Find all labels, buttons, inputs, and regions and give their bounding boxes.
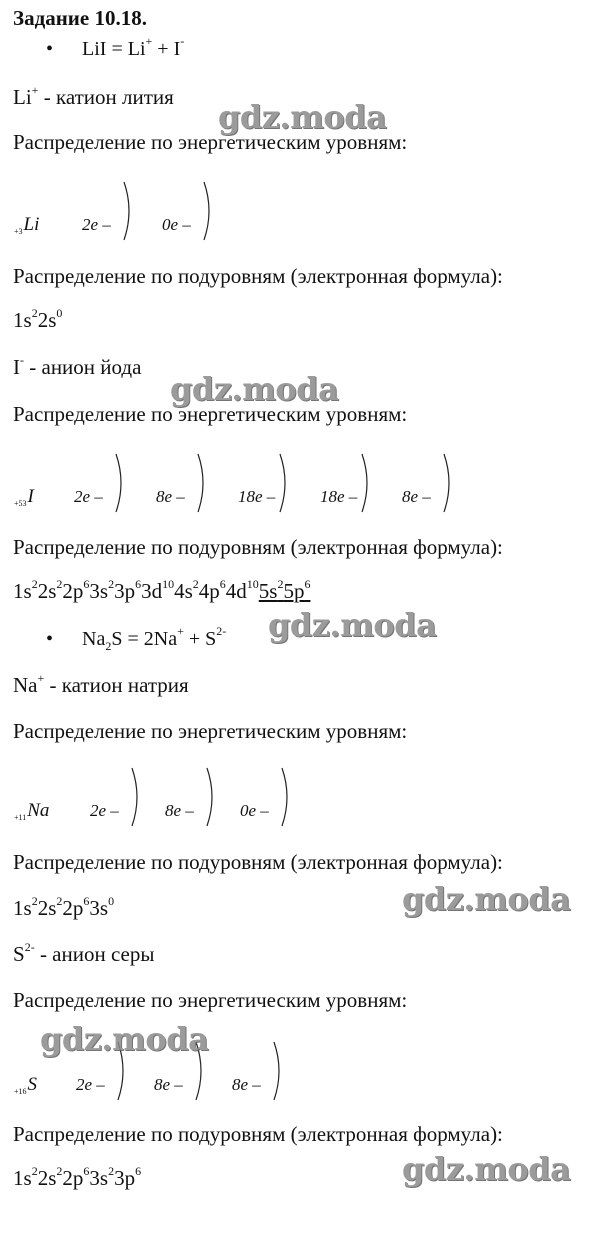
formula-heading-s: Распределение по подуровням (электронная формула): (13, 1122, 503, 1146)
shell-electron-count: 0e – (162, 215, 191, 234)
formula-term: $4s^2$ (174, 577, 199, 603)
formula-term-exponent: 2 (192, 577, 199, 591)
watermark: gdz.moda (402, 1150, 571, 1188)
ion-symbol: Li (13, 85, 32, 109)
nucleus-label (14, 800, 49, 822)
formula-term: $2s^2$ (37, 1164, 63, 1190)
task-title: Задание 10.18. (13, 6, 147, 30)
electron-formula-na (13, 896, 114, 921)
equation-sup: 2- (216, 624, 227, 639)
ion-charge: + (31, 83, 39, 97)
formula-term: $1s^2$ (13, 577, 38, 603)
shell-electron-count: 18e – (320, 487, 358, 506)
ion-charge: 2- (24, 940, 35, 954)
shell-arc (122, 180, 136, 242)
shell-diagram-na (14, 766, 314, 826)
formula-term-exponent: 6 (83, 1164, 90, 1178)
nucleus-symbol: Na (27, 800, 50, 821)
equation-part: S = 2Na (111, 628, 178, 650)
formula-term-exponent: 6 (135, 577, 142, 591)
shell-electron-count: 8e – (154, 1075, 183, 1094)
levels-heading-iodine: Распределение по энергетическим уровням: (13, 402, 408, 426)
equation-part: + S (183, 628, 217, 650)
bullet-equation-lii (46, 34, 185, 61)
formula-term: $2p^6$ (62, 894, 90, 920)
formula-term-exponent: 0 (108, 894, 115, 908)
formula-term-exponent: 0 (56, 306, 63, 320)
watermark: gdz.moda (40, 1020, 209, 1058)
shell-electron-count: 0e – (240, 801, 269, 820)
formula-term-exponent: 6 (83, 894, 90, 908)
formula-term: $2p^6$ (62, 577, 90, 603)
nucleus-label (14, 214, 39, 236)
formula-underlined-part (259, 579, 311, 603)
formula-heading-na: Распределение по подуровням (электронная формула): (13, 850, 503, 874)
ion-charge: + (37, 671, 45, 685)
shell-arc (272, 1040, 286, 1102)
formula-term: $3d^{10}$ (141, 577, 175, 603)
formula-term-exponent: 2 (56, 1164, 63, 1178)
watermark: gdz.moda (268, 606, 437, 644)
formula-term-exponent: 2 (108, 1164, 115, 1178)
ion-symbol: I (13, 355, 20, 379)
nucleus-symbol: S (27, 1074, 38, 1095)
electron-formula-s (13, 1166, 141, 1191)
formula-term: $1s^2$ (13, 1164, 38, 1190)
formula-term-exponent: 10 (246, 577, 259, 591)
shell-electron-count: 8e – (165, 801, 194, 820)
bullet-dot: • (46, 628, 54, 650)
ion-line-li (13, 85, 174, 110)
formula-term-exponent: 2 (31, 1164, 38, 1178)
shell-diagram-li (14, 180, 234, 240)
ion-line-iodine (13, 355, 141, 380)
formula-term-exponent: 6 (219, 577, 226, 591)
formula-term-exponent: 2 (56, 577, 63, 591)
ion-charge: - (20, 353, 24, 367)
levels-heading-li: Распределение по энергетическим уровням: (13, 130, 408, 154)
levels-heading-na: Распределение по энергетическим уровням: (13, 719, 408, 743)
watermark: gdz.moda (402, 880, 571, 918)
formula-term: $2p^6$ (62, 1164, 90, 1190)
formula-term-exponent: 6 (83, 577, 90, 591)
formula-term: $1s^2$ (13, 894, 38, 920)
formula-term-exponent: 2 (56, 894, 63, 908)
watermark: gdz.moda (218, 98, 387, 136)
formula-term: $3p^6$ (114, 1164, 142, 1190)
bullet-dot: • (46, 38, 54, 60)
electron-formula-li (13, 308, 62, 333)
shell-arc (280, 766, 294, 828)
equation-sup: + (145, 34, 153, 49)
ion-description: - анион йода (24, 355, 142, 379)
shell-arc (278, 452, 292, 514)
nucleus-label (14, 1074, 37, 1096)
formula-heading-iodine: Распределение по подуровням (электронная формула): (13, 535, 503, 559)
shell-arc (202, 180, 216, 242)
electron-formula-iodine (13, 579, 310, 604)
equation-sup: + (177, 624, 184, 639)
equation-mid: + I (152, 38, 181, 60)
shell-arc (360, 452, 374, 514)
ion-line-na (13, 673, 189, 698)
formula-term-exponent: 2 (31, 306, 38, 320)
formula-term-exponent: 2 (31, 894, 38, 908)
shell-arc (130, 766, 144, 828)
ion-description: - анион серы (34, 942, 155, 966)
ion-symbol: Na (13, 673, 38, 697)
shell-electron-count: 2e – (74, 487, 103, 506)
formula-term-exponent: 6 (135, 1164, 142, 1178)
formula-term: $3p^6$ (114, 577, 142, 603)
formula-term-exponent: 2 (277, 577, 284, 591)
formula-term-exponent: 2 (108, 577, 115, 591)
formula-term: $3s^0$ (89, 894, 115, 920)
shell-arc (205, 766, 219, 828)
equation-lhs: LiI = Li (82, 38, 146, 60)
formula-term: $3s^2$ (89, 1164, 115, 1190)
formula-term: $3s^2$ (89, 577, 115, 603)
shell-electron-count: 8e – (232, 1075, 261, 1094)
formula-term-exponent: 6 (304, 577, 311, 591)
formula-term: $5s^2$ (258, 577, 284, 603)
shell-electron-count: 8e – (156, 487, 185, 506)
nucleus-symbol: Li (23, 214, 40, 235)
nucleus-charge: +3 (14, 227, 23, 236)
equation-sub: 2 (105, 639, 112, 653)
formula-term-exponent: 10 (162, 577, 175, 591)
nucleus-symbol: I (27, 486, 34, 507)
shell-electron-count: 8e – (402, 487, 431, 506)
equation-sup: - (180, 34, 185, 49)
ion-line-s (13, 942, 154, 967)
levels-heading-s: Распределение по энергетическим уровням: (13, 988, 408, 1012)
formula-term: $4d^{10}$ (225, 577, 259, 603)
formula-term: $4p^6$ (198, 577, 226, 603)
shell-electron-count: 2e – (82, 215, 111, 234)
formula-term: $2s^2$ (37, 894, 63, 920)
ion-description: - катион лития (38, 85, 174, 109)
shell-electron-count: 2e – (76, 1075, 105, 1094)
formula-term: $2s^2$ (37, 577, 63, 603)
formula-term-exponent: 2 (31, 577, 38, 591)
formula-heading-li: Распределение по подуровням (электронная формула): (13, 264, 503, 288)
bullet-equation-na2s (46, 624, 227, 653)
equation-part: Na (82, 628, 106, 650)
shell-arc (114, 452, 128, 514)
watermark: gdz.moda (170, 370, 339, 408)
ion-description: - катион натрия (44, 673, 189, 697)
nucleus-charge: +16 (14, 1087, 27, 1096)
formula-term: $5p^6$ (283, 577, 311, 603)
shell-electron-count: 18e – (238, 487, 276, 506)
shell-arc (442, 452, 456, 514)
nucleus-charge: +53 (14, 499, 27, 508)
shell-arc (196, 452, 210, 514)
nucleus-charge: +11 (14, 813, 27, 822)
shell-diagram-iodine (14, 452, 454, 512)
formula-term: $1s^2$ (13, 306, 38, 332)
nucleus-label (14, 486, 34, 508)
ion-symbol: S (13, 942, 25, 966)
shell-electron-count: 2e – (90, 801, 119, 820)
formula-term: $2s^0$ (37, 306, 63, 332)
